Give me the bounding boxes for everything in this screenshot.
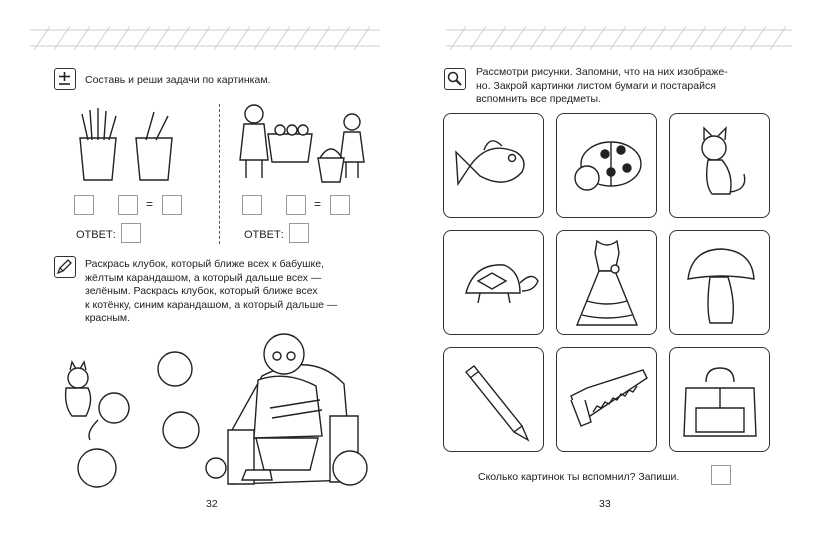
- memory-question: Сколько картинок ты вспомнил? Запиши.: [478, 471, 680, 483]
- answer-label: ОТВЕТ:: [76, 229, 116, 241]
- answer-box[interactable]: [242, 195, 262, 215]
- task2-instruction: Раскрась клубок, который ближе всех к бабушке, жёлтым карандашом, а который дальше всех — зелёным. Раскрась клубок, который ближе всех к котёнку, синим карандашом, а который дальше — красным.: [85, 258, 338, 324]
- yarn-ball[interactable]: [333, 451, 367, 485]
- plus-minus-icon: [54, 68, 76, 90]
- answer-box[interactable]: [330, 195, 350, 215]
- picture-card-ladybug: [556, 113, 657, 218]
- picture-card-turtle: [443, 230, 544, 335]
- yarn-ball[interactable]: [78, 449, 116, 487]
- right-page: [410, 0, 819, 537]
- header-decoration-lines: [446, 26, 792, 50]
- answer-box[interactable]: [74, 195, 94, 215]
- memory-task-instruction: Рассмотри рисунки. Запомни, что на них изображе- но. Закрой картинки листом бумаги и постарайся вспомнить все предметы.: [476, 66, 728, 105]
- pencil-cups-illustration: [74, 106, 184, 186]
- answer-box[interactable]: [286, 195, 306, 215]
- picture-card-bag: [669, 347, 770, 452]
- magnifier-icon: [444, 68, 466, 90]
- page-number: 32: [206, 498, 218, 510]
- answer-box[interactable]: [711, 465, 731, 485]
- kitten-illustration: [66, 362, 91, 416]
- answer-box[interactable]: [118, 195, 138, 215]
- picture-card-pencil: [443, 347, 544, 452]
- equals-sign: =: [314, 197, 322, 211]
- picture-card-cat: [669, 113, 770, 218]
- answer-box[interactable]: [289, 223, 309, 243]
- pencil-icon: [54, 256, 76, 278]
- grandma-yarn-scene: [50, 320, 390, 490]
- kittens-baskets-illustration: [232, 100, 382, 185]
- yarn-ball[interactable]: [163, 412, 199, 448]
- yarn-ball[interactable]: [158, 352, 192, 386]
- picture-card-saw: [556, 347, 657, 452]
- picture-card-fish: [443, 113, 544, 218]
- answer-box[interactable]: [162, 195, 182, 215]
- task1-instruction: Составь и реши задачи по картинкам.: [85, 74, 271, 86]
- yarn-ball[interactable]: [99, 393, 129, 423]
- answer-box[interactable]: [121, 223, 141, 243]
- picture-card-mushroom: [669, 230, 770, 335]
- picture-card-dress: [556, 230, 657, 335]
- answer-label: ОТВЕТ:: [244, 229, 284, 241]
- page-number: 33: [599, 498, 611, 510]
- task-divider: [219, 104, 220, 244]
- yarn-ball[interactable]: [206, 458, 226, 478]
- header-decoration-lines: [30, 26, 380, 50]
- equals-sign: =: [146, 197, 154, 211]
